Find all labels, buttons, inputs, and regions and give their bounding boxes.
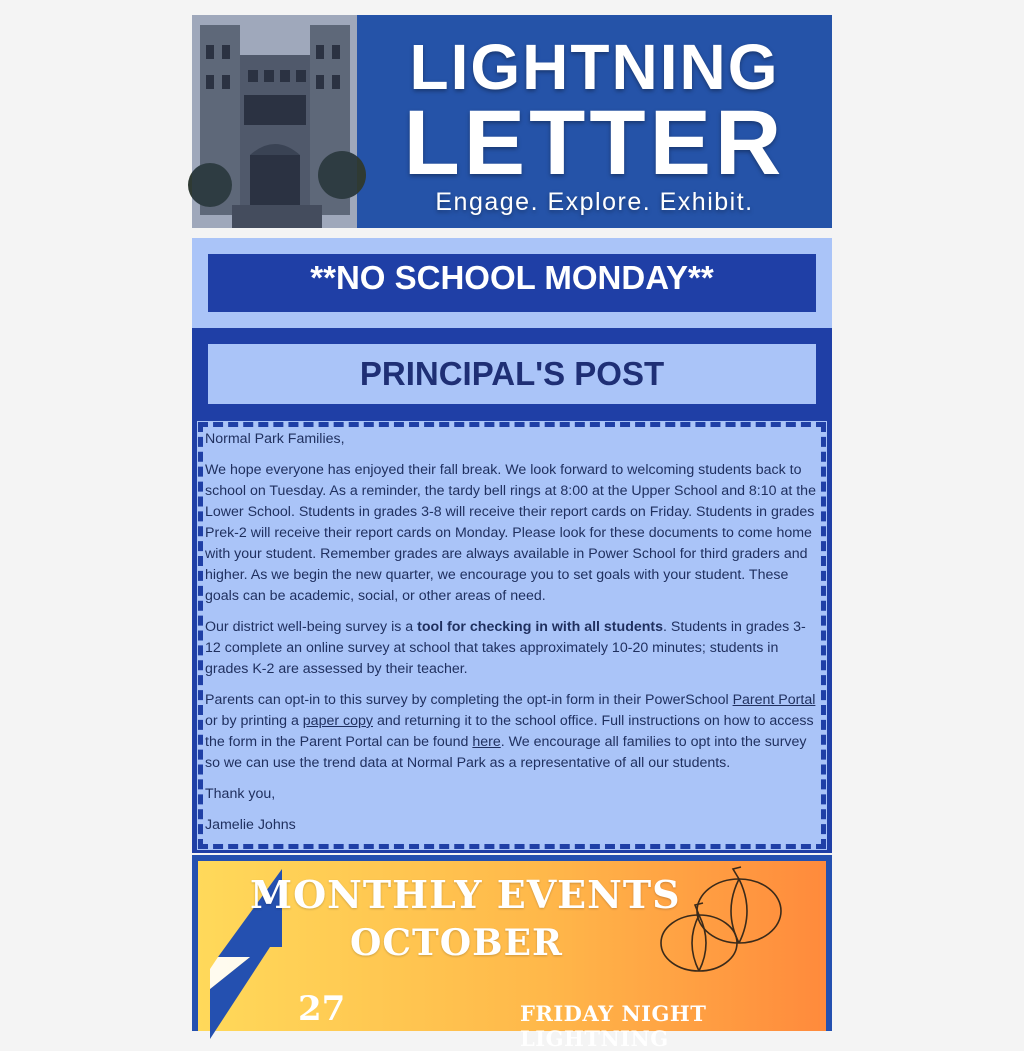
- principal-post-section: [192, 328, 832, 853]
- text-span: Our district well-being survey is a: [205, 619, 418, 635]
- newsletter: [192, 15, 832, 1051]
- events-title: MONTHLY EVENTS: [250, 872, 681, 917]
- paragraph-opt-in: [205, 690, 819, 774]
- newsletter-tagline: Engage. Explore. Exhibit.: [435, 188, 754, 216]
- greeting: Normal Park Families,: [205, 431, 345, 447]
- instructions-here-link[interactable]: here: [472, 734, 501, 750]
- paragraph-fall-break: We hope everyone has enjoyed their fall break. We look forward to welcoming students back to school on Tuesday. As a reminder, the tardy bell rings at 8:00 at the Upper School and 8:10 at the Lower School. Students in grades 3-8 will receive their report cards on Friday. Students in grades Prek-2 will receive their report cards on Monday. Please look for these documents to come home with your student. Remember grades are always available in Power School for third graders and higher. As we begin the new quarter, we encourage you to set goals with your student. These goals can be academic, social, or other areas of need.: [205, 462, 816, 604]
- paper-copy-link[interactable]: paper copy: [302, 713, 373, 729]
- principal-post-body: [198, 422, 826, 849]
- no-school-alert: **NO SCHOOL MONDAY**: [208, 254, 816, 312]
- signoff: Thank you,: [205, 786, 276, 802]
- paragraph-survey: [205, 617, 819, 680]
- monthly-events-section: [192, 855, 832, 1051]
- monthly-events-graphic: [198, 861, 826, 1051]
- events-month: OCTOBER: [350, 922, 563, 964]
- text-span: . Students in grades 3-12 complete an online survey at school that takes approximately 10-20 minutes; students in grades K-2 are assessed by their teacher.: [205, 619, 806, 677]
- text-span: and returning it to the school office. Full instructions on how to access the form in the Parent Portal can be found: [205, 713, 814, 750]
- header-banner: [192, 15, 832, 228]
- text-span: . We encourage all families to opt into the survey so we can use the trend data at Normal Park as a representative of all our students.: [205, 734, 807, 771]
- signature: Jamelie Johns: [205, 817, 296, 833]
- text-span: Parents can opt-in to this survey by completing the opt-in form in their PowerSchool: [205, 692, 733, 708]
- event-name: FRIDAY NIGHT LIGHTNING: [520, 1001, 707, 1051]
- alert-section: [192, 238, 832, 328]
- text-span: or by printing a: [205, 713, 303, 729]
- parent-portal-link[interactable]: Parent Portal: [732, 692, 816, 708]
- section-heading: PRINCIPAL'S POST: [208, 344, 816, 404]
- section-divider: [192, 849, 832, 853]
- event-date: 27: [298, 989, 346, 1029]
- newsletter-title-line1: LIGHTNING: [409, 31, 780, 103]
- school-building-photo: [192, 15, 357, 228]
- bold-text: tool for checking in with all students: [417, 619, 664, 635]
- pumpkins-icon: [653, 867, 793, 977]
- newsletter-title-line2: LETTER: [403, 92, 786, 194]
